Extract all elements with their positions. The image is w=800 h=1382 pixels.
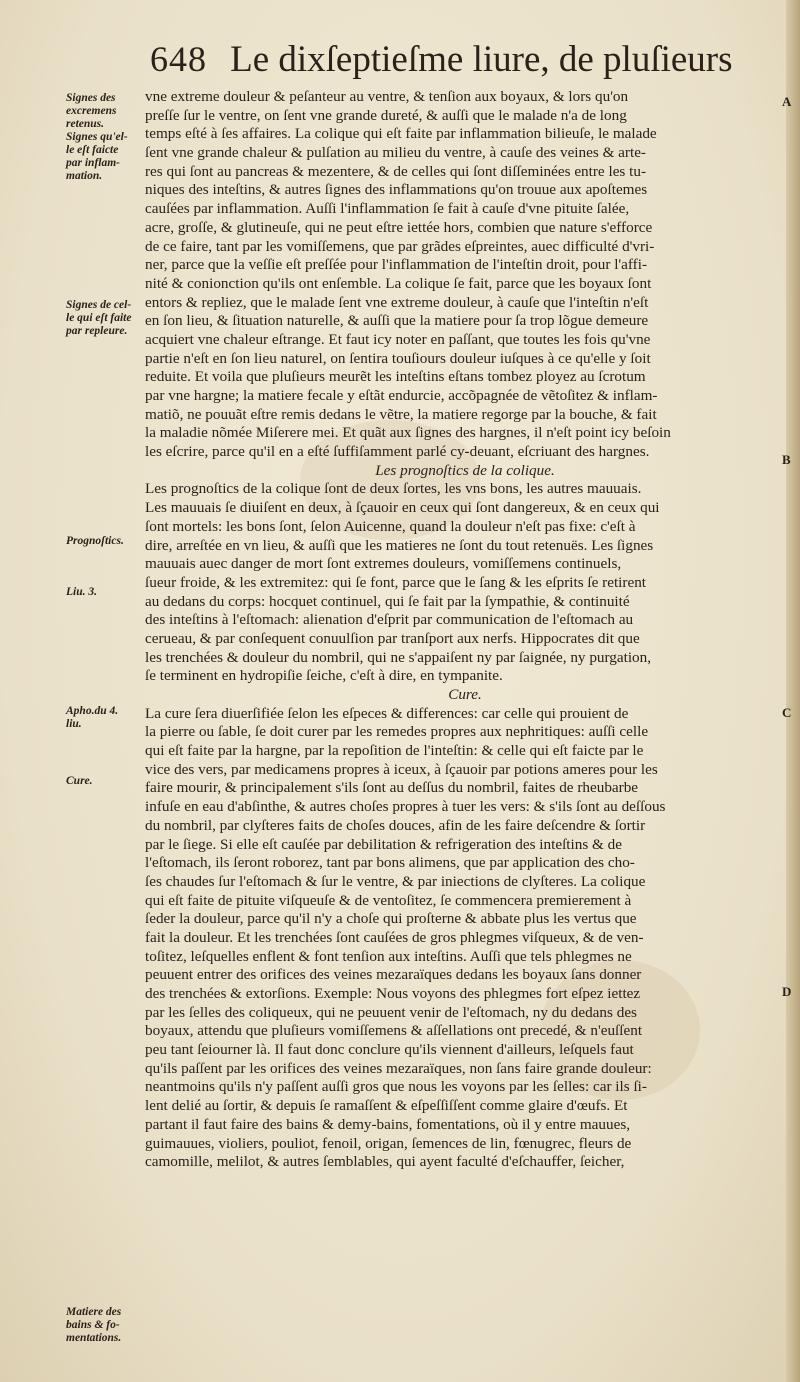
text-line: qui eſt faite de pituite viſqueuſe & de ventoſitez, ſe commencera premierement à bbox=[145, 891, 632, 909]
text-line: infuſe en eau d'abſinthe, & autres choſes propres à tuer les vers: & s'ils ſont au deſſous bbox=[145, 798, 666, 816]
text-line: camomille, melilot, & autres ſemblables, qui ayent faculté d'eſchauffer, ſeicher, bbox=[145, 1153, 625, 1171]
margin-note: Prognoſtics. bbox=[66, 535, 124, 547]
text-line: qu'ils paſſent par les orifices des veines mezaraïques, non ſans faire grande douleur: bbox=[145, 1059, 652, 1077]
text-line: boyaux, attendu que pluſieurs vomiſſemens & aſſellations ont precedé, & n'euſſent bbox=[145, 1022, 643, 1040]
paragraph-cure bbox=[145, 705, 785, 1172]
text-line: les eſcrire, parce qu'il en a eſté ſuffiſamment parlé cy-deuant, eſcriuant des hargnes. bbox=[145, 443, 650, 461]
page-edge bbox=[786, 0, 800, 1382]
text-line: des trenchées & extorſions. Exemple: Nous voyons des phlegmes fort eſpez iettez bbox=[145, 985, 641, 1002]
text-line: lent delié au ſortir, & depuis ſe ramaſſent & eſpeſſiſſent comme glaire d'œufs. Et bbox=[145, 1097, 628, 1115]
section-heading-prognostics: Les prognoſtics de la colique. bbox=[375, 461, 555, 479]
text-line: toſitez, leſquelles enflent & font tenſion aux inteſtins. Auſſi que tels phlegmes ne bbox=[145, 947, 632, 965]
text-line: res qui ſont au pancreas & mezentere, & de celles qui ſont diſſeminées entre les tu- bbox=[145, 162, 647, 180]
text-line: neantmoins qu'ils n'y paſſent auſſi gros que nous les voyons par les ſelles: car ils ſi- bbox=[145, 1078, 647, 1096]
margin-letter: B bbox=[782, 452, 791, 467]
text-line: vice des vers, par medicamens propres à iceux, à ſçauoir par potions ameres pour les bbox=[145, 760, 658, 778]
text-line: entors & repliez, que le malade ſent vne extreme douleur, à cauſe que l'inteſtin n'eſt bbox=[145, 293, 649, 311]
text-line: Les prognoſtics de la colique ſont de deux ſortes, les vns bons, les autres mauuais. bbox=[145, 480, 642, 498]
text-line: partie n'eſt en ſon lieu naturel, on ſentira touſiours douleur iuſques à ce qu'elle y ſoit bbox=[145, 349, 651, 367]
text-column bbox=[145, 88, 785, 1172]
text-line: dire, arreſtée en vn lieu, & auſſi que les matieres ne ſont du tout retenuës. Les ſignes bbox=[145, 536, 654, 554]
text-line: de ce faire, tant par les vomiſſemens, que par grãdes eſpreintes, auec difficulté d'vri- bbox=[145, 237, 655, 255]
text-line: ſueur froide, & les extremitez: qui ſe font, parce que le ſang & les eſprits ſe retirent bbox=[145, 573, 647, 591]
text-line: niques des inteſtins, & autres ſignes des inflammations qu'on trouue aux apoſtemes bbox=[145, 181, 648, 199]
margin-note: Signes de cel- le qui eſt faite par repleure. bbox=[66, 299, 132, 337]
text-line: ſent vne grande chaleur & pulſation au milieu du ventre, à cauſe des veines & arte- bbox=[145, 144, 646, 162]
text-line: ſe terminent en hydropiſie ſeiche, c'eſt à dire, en tympanite. bbox=[145, 667, 503, 685]
text-line: des inteſtins à l'eſtomach: alienation d'eſprit par communication de l'eſtomach au bbox=[145, 611, 634, 629]
text-line: par vne hargne; la matiere fecale y eſtãt endurcie, accõpagnée de vẽtoſitez & inflam- bbox=[145, 387, 658, 404]
text-line: ſes chaudes ſur l'eſtomach & ſur le ventre, & par iniections de clyſteres. La colique bbox=[145, 872, 646, 890]
text-line: peu tant ſeiourner là. Il faut donc conclure qu'ils viennent d'ailleurs, leſquels faut bbox=[145, 1041, 634, 1059]
text-line: vne extreme douleur & peſanteur au ventre, & tenſion aux boyaux, & lors qu'on bbox=[145, 88, 629, 105]
text-line: cauſées par inflammation. Auſſi l'inflammation ſe fait à cauſe d'vne pituite ſalée, bbox=[145, 200, 630, 218]
page-number: 648 bbox=[150, 39, 207, 79]
text-line: preſſe ſur le ventre, on ſent vne grande dureté, & auſſi que le malade n'a de long bbox=[145, 106, 627, 124]
page-header bbox=[150, 38, 750, 88]
text-line: par le ſiege. Si elle eſt cauſée par debilitation & refrigeration des inteſtins & de bbox=[145, 835, 622, 853]
text-line: la pierre ou ſable, ſe doit curer par les remedes propres aux nephritiques: auſſi celle bbox=[145, 723, 649, 741]
section-heading-cure: Cure. bbox=[448, 686, 482, 703]
text-line: les trenchées & douleur du nombril, qui ne s'appaiſent ny par ſaignée, ny purgation, bbox=[145, 648, 652, 666]
text-line: mauuais auec danger de mort ſont extremes douleurs, vomiſſemens continuels, bbox=[145, 555, 622, 573]
text-line: La cure ſera diuerſifiée ſelon les eſpeces & differences: car celle qui prouient de bbox=[145, 704, 629, 722]
text-line: qui eſt faite par la hargne, par la repoſition de l'inteſtin: & celle qui eſt faicte par le bbox=[145, 742, 644, 760]
margin-note: Signes qu'el- le eſt faicte par inflam- mation. bbox=[66, 131, 128, 182]
text-line: cerueau, & par conſequent conuulſion par tranſport aux nerfs. Hippocrates dit que bbox=[145, 629, 640, 647]
margin-letter: D bbox=[782, 984, 792, 999]
paragraph-symptoms bbox=[145, 88, 785, 462]
text-line: partant il faut faire des bains & demy-bains, fomentations, où il y entre mauues, bbox=[145, 1115, 631, 1133]
text-line: guimauues, violiers, pouliot, fenoil, origan, ſemences de lin, fœnugrec, fleurs de bbox=[145, 1134, 632, 1152]
margin-letter: C bbox=[782, 705, 792, 720]
text-line: ner, parce que la veſſie eſt preſſée pour l'inflammation de l'inteſtin droit, pour l'affi- bbox=[145, 256, 648, 274]
text-line: nité & conionction qu'ils ont enſemble. La colique ſe fait, parce que les boyaux ſont bbox=[145, 274, 652, 292]
text-line: fait la douleur. Et les trenchées ſont cauſées de gros phlegmes viſqueux, & de ven- bbox=[145, 928, 644, 946]
margin-note: Liu. 3. bbox=[66, 586, 97, 598]
text-line: du nombril, par clyſteres faits de choſes douces, afin de les faire deſcendre & ſortir bbox=[145, 816, 646, 834]
margin-note: Matiere des bains & fo- mentations. bbox=[66, 1306, 122, 1344]
margin-note: Apho.du 4. liu. bbox=[66, 705, 119, 730]
text-line: temps eſté à ſes affaires. La colique qui eſt faite par inflammation bilieuſe, le malade bbox=[145, 125, 657, 143]
running-title: Le dixſeptieſme liure, de pluſieurs bbox=[230, 39, 733, 80]
paragraph-prognostics bbox=[145, 480, 785, 686]
text-line: au dedans du corps: hocquet continuel, qui ſe fait par la ſympathie, & continuité bbox=[145, 592, 630, 610]
margin-note: Signes des excremens retenus. bbox=[66, 92, 117, 130]
text-line: en ſon lieu, & ſituation naturelle, & auſſi que la matiere pour ſa trop lõgue demeure bbox=[145, 312, 649, 330]
margin-note: Cure. bbox=[66, 775, 93, 787]
text-line: acquiert vne chaleur eſtrange. Et faut icy noter en paſſant, que toutes les fois qu'vne bbox=[145, 330, 651, 348]
text-line: ſont mortels: les bons ſont, ſelon Auicenne, quand la douleur n'eſt pas fixe: c'eſt à bbox=[145, 517, 636, 535]
text-line: Les mauuais ſe diuiſent en deux, à ſçauoir en ceux qui ſont dangereux, & en ceux qui bbox=[145, 499, 660, 517]
text-line: la maladie nõmée Miſerere mei. Et quãt aux ſignes des hargnes, il n'eſt point icy beſoin bbox=[145, 424, 671, 442]
margin-letter: A bbox=[782, 94, 792, 109]
text-line: par les ſelles des coliqueux, qui ne peuuent venir de l'eſtomach, ny du dedans des bbox=[145, 1003, 637, 1021]
text-line: peuuent entrer des orifices des veines mezaraïques dedans les boyaux ſans donner bbox=[145, 966, 642, 984]
text-line: ſeder la douleur, parce qu'il n'y a choſe qui proſterne & abbate plus les vertus que bbox=[145, 910, 637, 928]
text-line: acre, groſſe, & glutineuſe, qui ne peut eſtre iettée hors, combien que nature s'efforce bbox=[145, 218, 653, 236]
text-line: faire mourir, & principalement s'ils ſont au deſſus du nombril, faites de rheubarbe bbox=[145, 779, 639, 797]
text-line: reduite. Et voila que pluſieurs meurẽt les inteſtins eſtans tombez ployez au ſcrotum bbox=[145, 368, 646, 386]
text-line: l'eſtomach, ils ſeront roborez, tant par bons alimens, que par application des cho- bbox=[145, 854, 635, 872]
text-line: matiõ, ne pouuãt eſtre remis dedans le vẽtre, la matiere regorge par la bouche, & fait bbox=[145, 405, 657, 423]
